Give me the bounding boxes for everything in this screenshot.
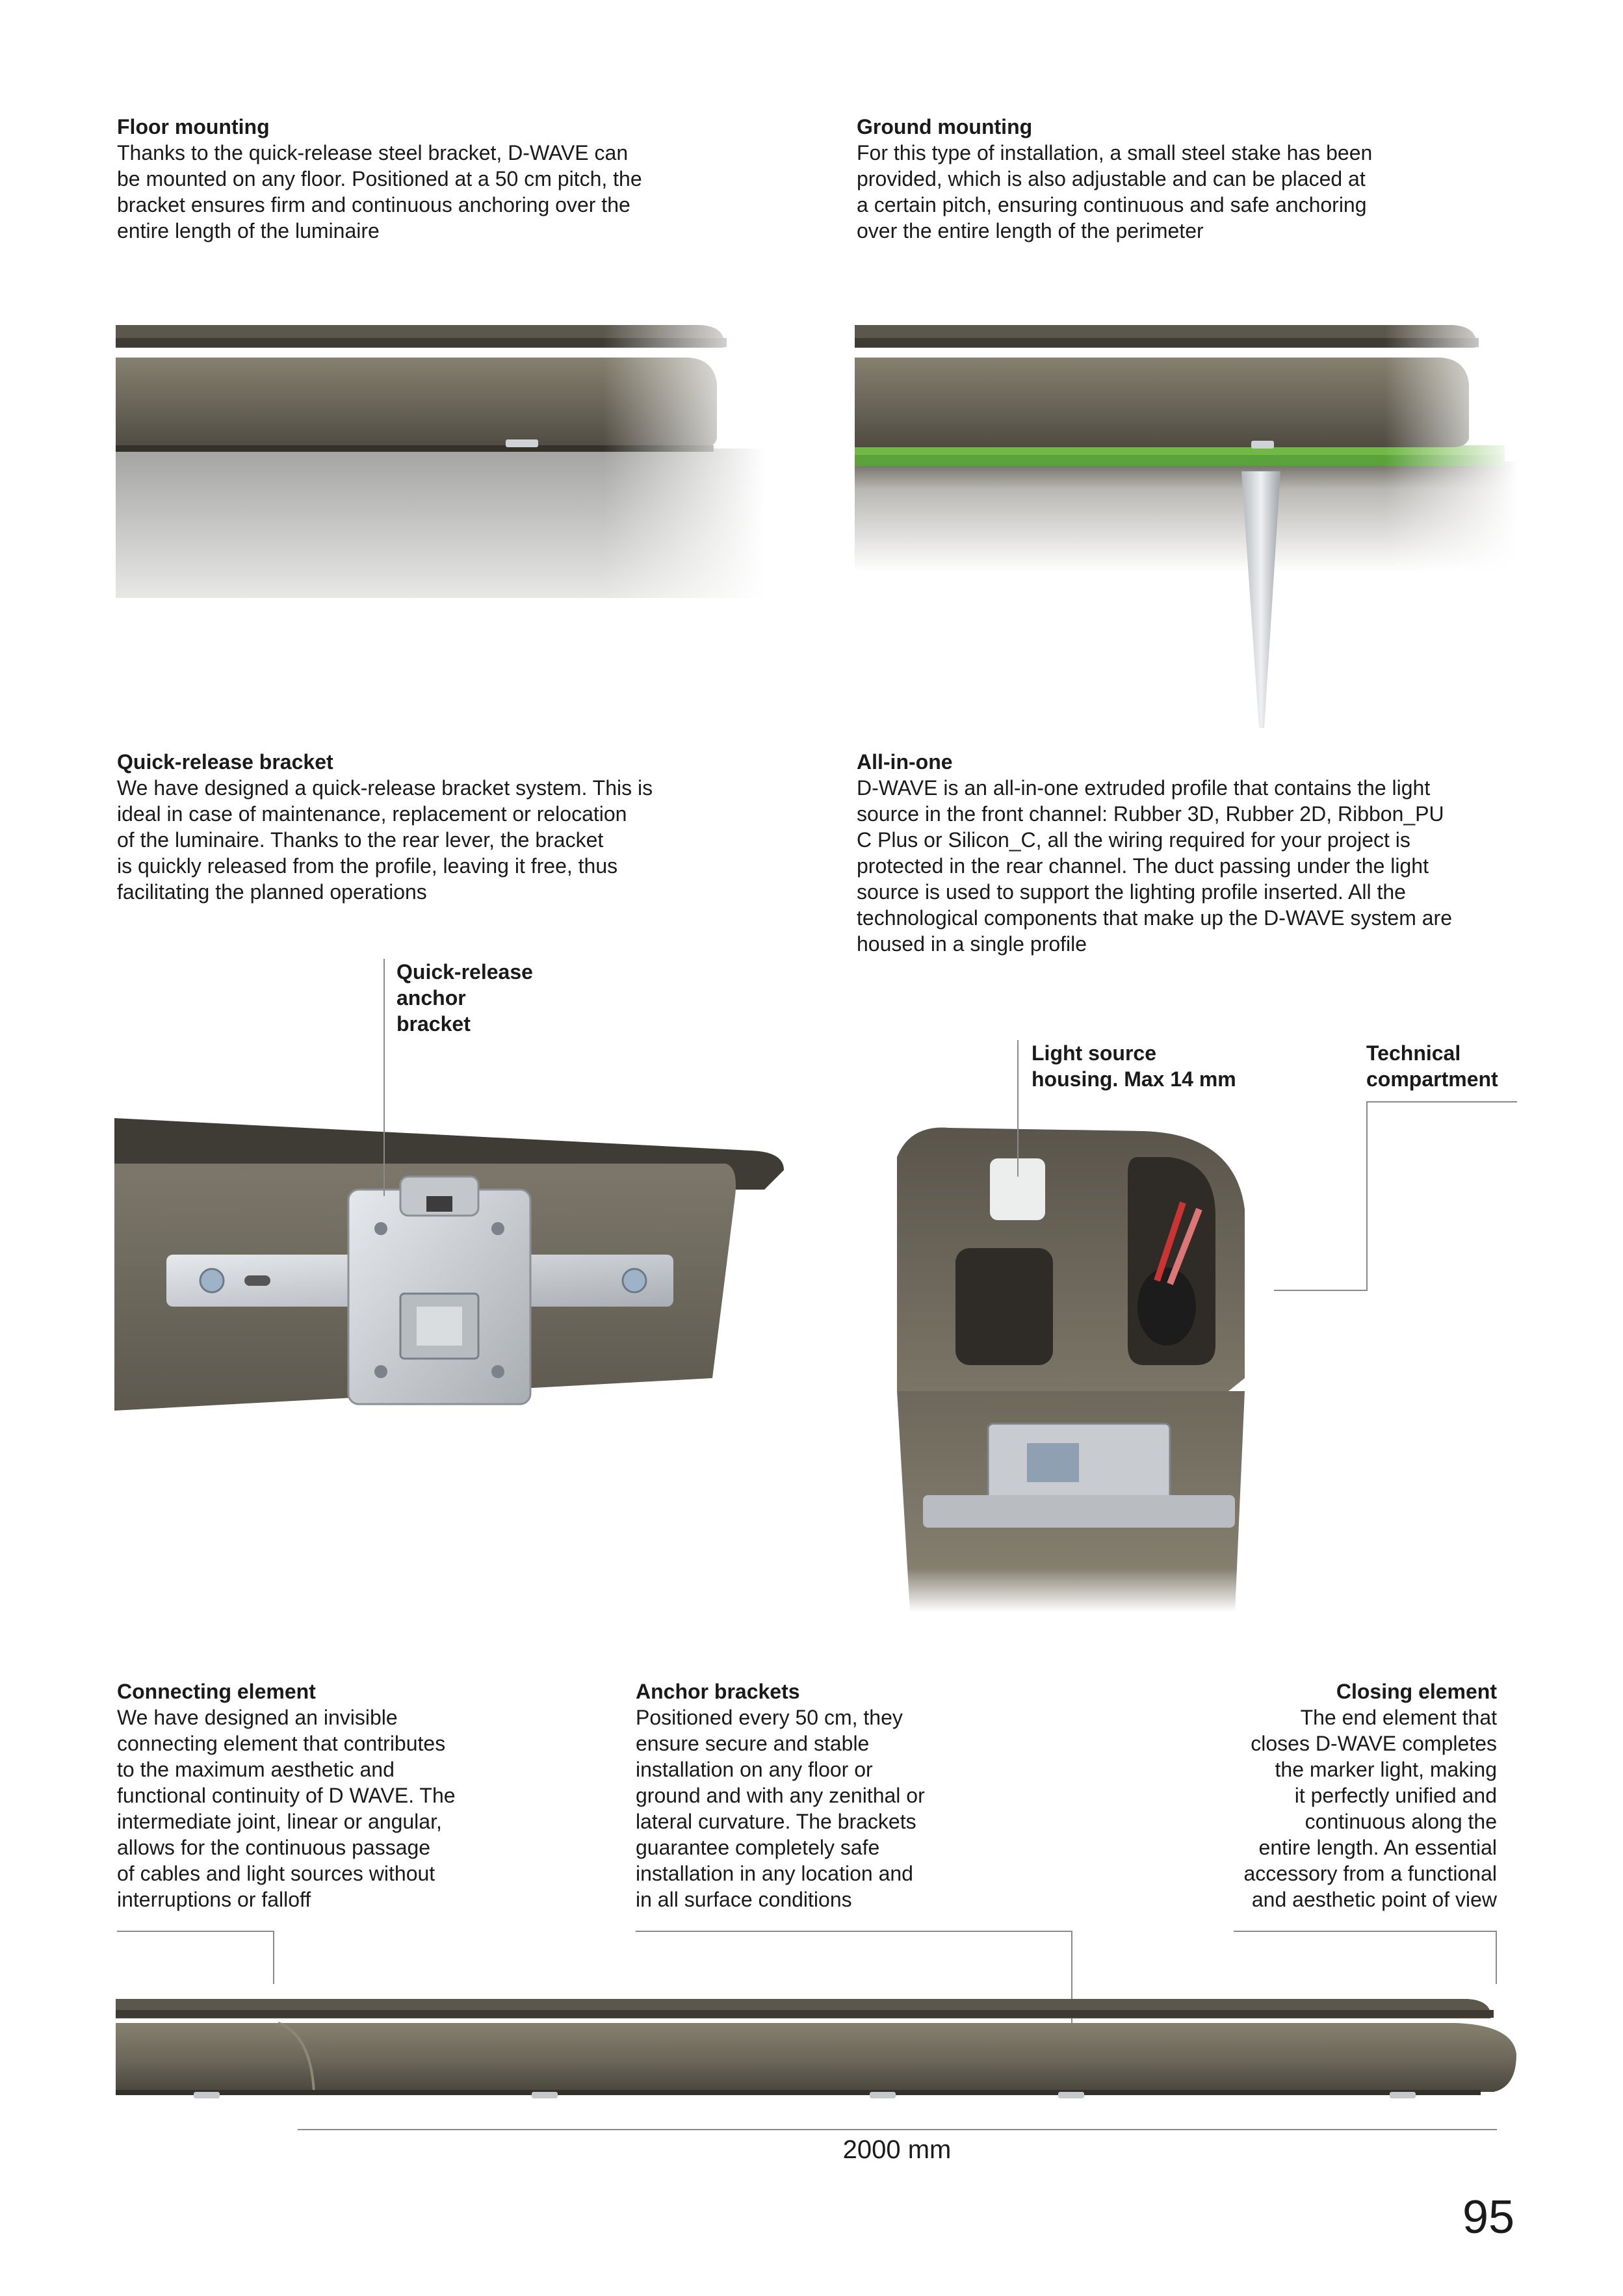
screw [200,1269,224,1292]
connecting-leader-v [273,1931,274,1984]
cross-section-photo [871,1118,1352,1651]
bracket-clip [194,2092,220,2098]
cable [1137,1268,1196,1346]
all-in-one-body: D-WAVE is an all-in-one extruded profile that contains the light source in the front channel: Rubber 3D, Rubber 2D, Ribbon_PU C Plus or Silicon_C, all the wiring required for your project is protected in the rear channel. The duct passing under the light source is used to support the lighting profile inserted. All the technological components that make up the D-WAVE system are housed in a single profile [857,776,1452,956]
closing-leader-h [1234,1931,1497,1932]
floor-mounting-photo [116,319,766,598]
dimension-line [298,2129,1497,2130]
ground-mounting-section [857,114,1468,244]
ground-mounting-body: For this type of installation, a small steel stake has been provided, which is also adjustable and can be placed at a certain pitch, ensuring continuous and safe anchoring over the entire length of the perimeter [857,141,1373,242]
front-channel [955,1248,1053,1365]
bracket-clip [532,2092,558,2098]
profile-body [116,2023,1516,2092]
technical-compartment-callout: Technical compartment [1366,1041,1498,1091]
floor-mounting-section [117,114,702,244]
connecting-element-body: We have designed an invisible connecting element that contributes to the maximum aesthetic and functional continuity of D WAVE. The intermediate joint, linear or angular, allows for the continuous passage of cables and light sources without interruptions or falloff [117,1706,456,1911]
ground-mounting-heading: Ground mounting [857,115,1033,138]
bracket-clip [1058,2092,1084,2098]
connecting-leader-h [117,1931,274,1932]
light-source-callout: Light source housing. Max 14 mm [1032,1041,1236,1091]
anchor-leader-h [636,1931,1072,1932]
anchor-bracket-callout: Quick-release anchor bracket [396,960,533,1036]
quick-release-heading: Quick-release bracket [117,750,333,774]
technical-leader-h [1366,1101,1517,1102]
anchor-brackets-heading: Anchor brackets [636,1680,800,1703]
closing-element-body: The end element that closes D-WAVE completes the marker light, making it perfectly unified and continuous along the entire length. An essential accessory from a functional and aesthetic point of view [1243,1706,1497,1911]
quick-release-section [117,749,715,905]
screw [623,1269,646,1292]
quick-release-body: We have designed a quick-release bracket system. This is ideal in case of maintenance, replacement or relocation of the luminaire. Thanks to the rear lever, the bracket is quickly released from the profile, leaving it free, thus facilitating the planned operations [117,776,653,904]
light-source-leader [1017,1040,1019,1177]
all-in-one-heading: All-in-one [857,750,953,774]
bracket-clip [1390,2092,1416,2098]
quick-release-bracket-photo [114,1105,790,1417]
technical-leader-v [1366,1101,1368,1291]
floor-mounting-body: Thanks to the quick-release steel bracket, D-WAVE can be mounted on any floor. Positioned at a 50 cm pitch, the bracket ensures firm and continuous anchoring over the entire length of the luminaire [117,141,642,242]
floor-mounting-heading: Floor mounting [117,115,270,138]
ground-mounting-photo [855,286,1518,741]
anchor-brackets-section [636,1678,1000,1912]
dimension-label: 2000 mm [842,2135,952,2164]
connecting-element-heading: Connecting element [117,1680,316,1703]
all-in-one-section [857,749,1507,957]
closing-element-section [1150,1678,1497,1912]
anchor-bracket-leader [383,959,385,1196]
full-length-profile-photo [116,1989,1520,2100]
page-number: 95 [1462,2191,1515,2243]
anchor-brackets-body: Positioned every 50 cm, they ensure secure and stable installation on any floor or ground and with any zenithal or lateral curvature. The brackets guarantee completely safe installation in any location and in all surface conditions [636,1706,925,1911]
closing-element-heading: Closing element [1336,1680,1497,1703]
bracket-clip [870,2092,896,2098]
technical-leader-h2 [1274,1290,1368,1291]
connecting-element-section [117,1678,507,1912]
closing-leader-v [1496,1931,1497,1984]
